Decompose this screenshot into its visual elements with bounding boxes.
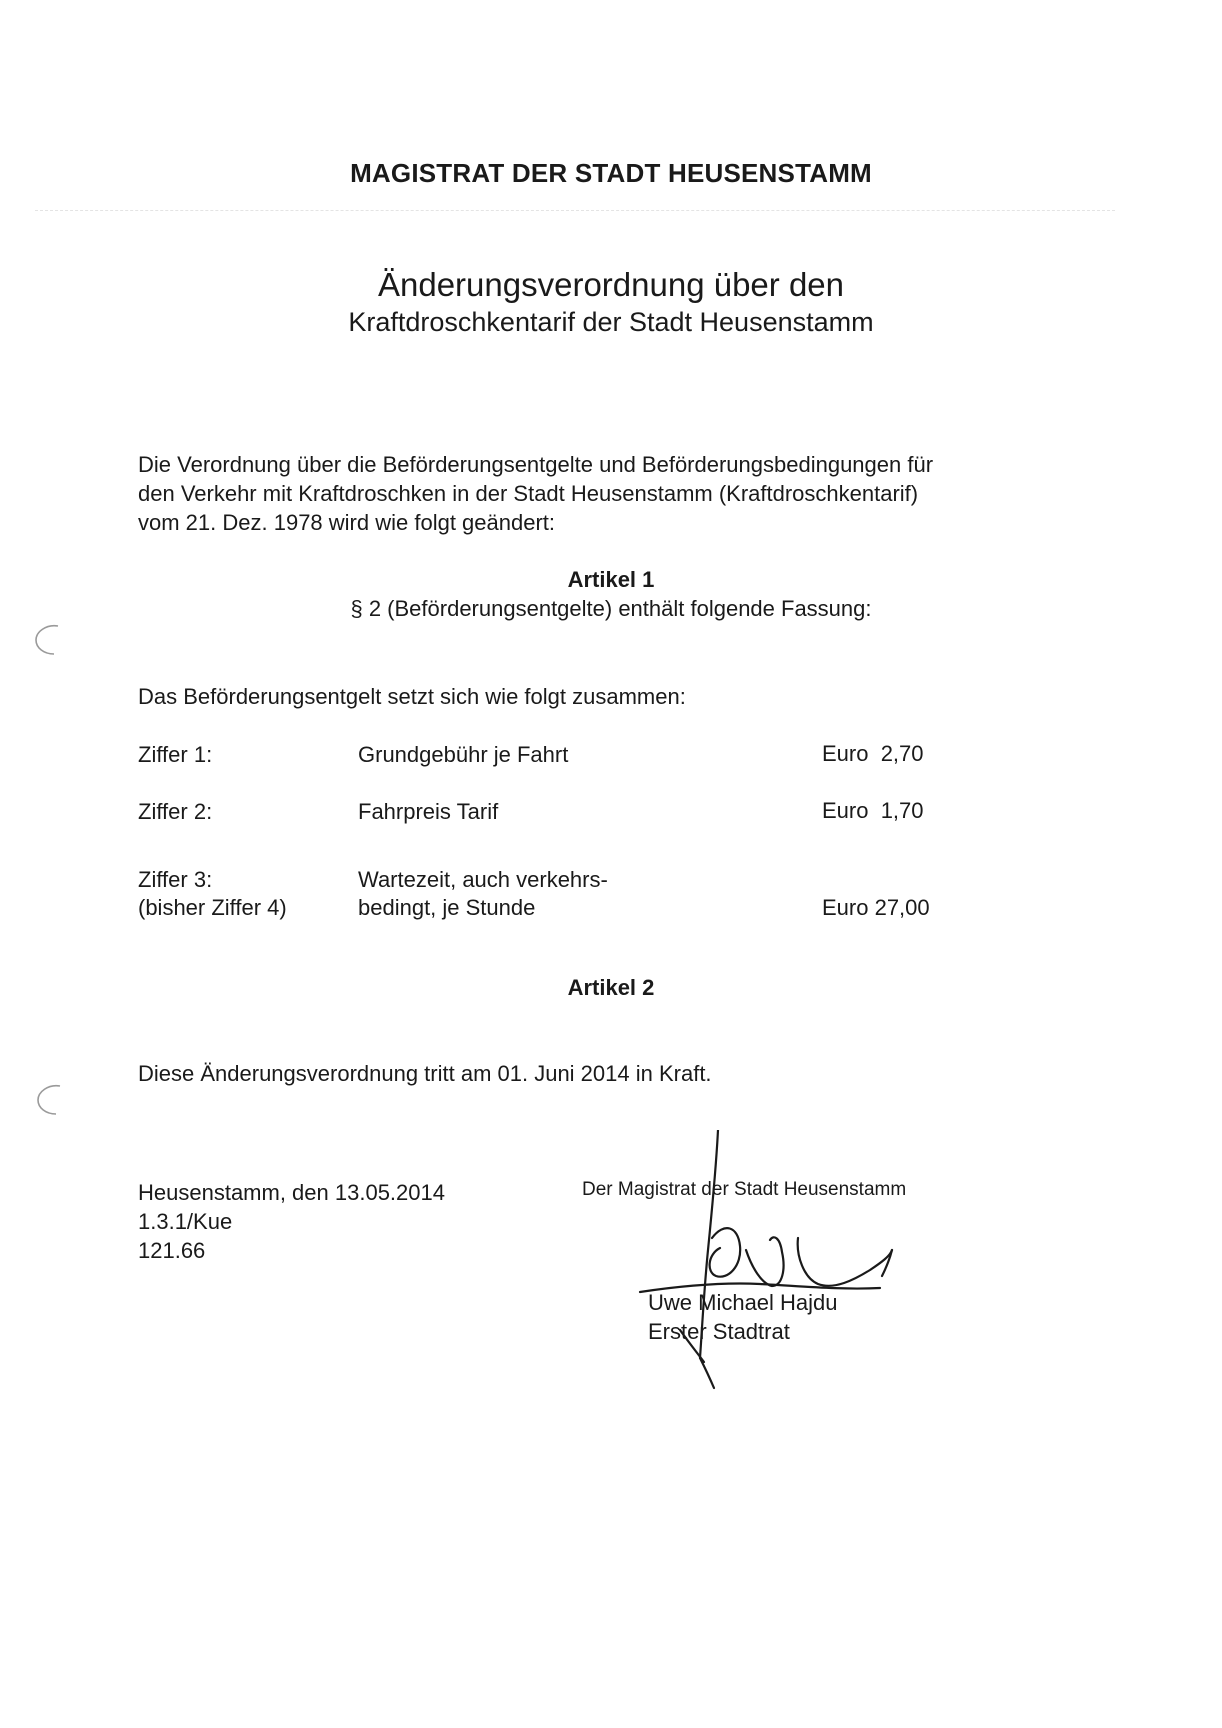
article-1-subheading: § 2 (Beförderungsentgelte) enthält folgende Fassung: (350, 596, 872, 621)
fee-item-line: (bisher Ziffer 4) (138, 895, 287, 920)
signer-name: Uwe Michael Hajdu (648, 1290, 838, 1315)
place-date: Heusenstamm, den 13.05.2014 (138, 1180, 445, 1205)
fee-amount (822, 894, 930, 922)
document-subtitle: Kraftdroschkentarif der Stadt Heusenstamm (348, 307, 874, 337)
effective-date-statement: Diese Änderungsverordnung tritt am 01. Juni 2014 in Kraft. (138, 1061, 712, 1086)
fee-amount-value: Euro 2,70 (822, 741, 924, 766)
fee-composition-intro: Das Beförderungsentgelt setzt sich wie folgt zusammen: (138, 684, 686, 709)
fee-item-label (138, 741, 212, 769)
file-reference: 1.3.1/Kue (138, 1209, 233, 1234)
fee-amount (822, 740, 924, 768)
signer-title: Erster Stadtrat (648, 1319, 790, 1344)
place-and-date-block (138, 1178, 445, 1265)
intro-paragraph (138, 450, 1058, 537)
fee-description-line: Grundgebühr je Fahrt (358, 742, 569, 767)
fee-description-line: bedingt, je Stunde (358, 895, 536, 920)
fee-item-line: Ziffer 3: (138, 867, 213, 892)
issuing-authority: MAGISTRAT DER STADT HEUSENSTAMM (350, 158, 872, 188)
header-divider (35, 210, 1115, 211)
fee-description (358, 798, 498, 826)
fee-item-line: Ziffer 1: (138, 742, 213, 767)
fee-description-line: Wartezeit, auch verkehrs- (358, 867, 608, 892)
fee-description (358, 866, 608, 922)
punch-hole-mark (32, 622, 66, 656)
handwritten-signature (620, 1130, 920, 1390)
article-1-heading: Artikel 1 (567, 567, 655, 592)
intro-line: Die Verordnung über die Beförderungsentgelte und Beförderungsbedingungen für (138, 452, 934, 477)
signer-authority: Der Magistrat der Stadt Heusenstamm (582, 1179, 907, 1200)
fee-item-line: Ziffer 2: (138, 799, 213, 824)
fee-description-line: Fahrpreis Tarif (358, 799, 499, 824)
article-2-heading: Artikel 2 (567, 975, 655, 1000)
punch-hole-mark (34, 1082, 68, 1116)
fee-amount-value: Euro 1,70 (822, 798, 924, 823)
file-number: 121.66 (138, 1238, 206, 1263)
fee-amount (822, 797, 924, 825)
fee-description (358, 741, 568, 769)
document-title: Änderungsverordnung über den (377, 266, 844, 303)
fee-amount-value: Euro 27,00 (822, 895, 930, 920)
intro-line: den Verkehr mit Kraftdroschken in der Stadt Heusenstamm (Kraftdroschkentarif) (138, 481, 919, 506)
fee-item-label (138, 798, 212, 826)
fee-item-label (138, 866, 287, 922)
intro-line: vom 21. Dez. 1978 wird wie folgt geändert: (138, 510, 556, 535)
